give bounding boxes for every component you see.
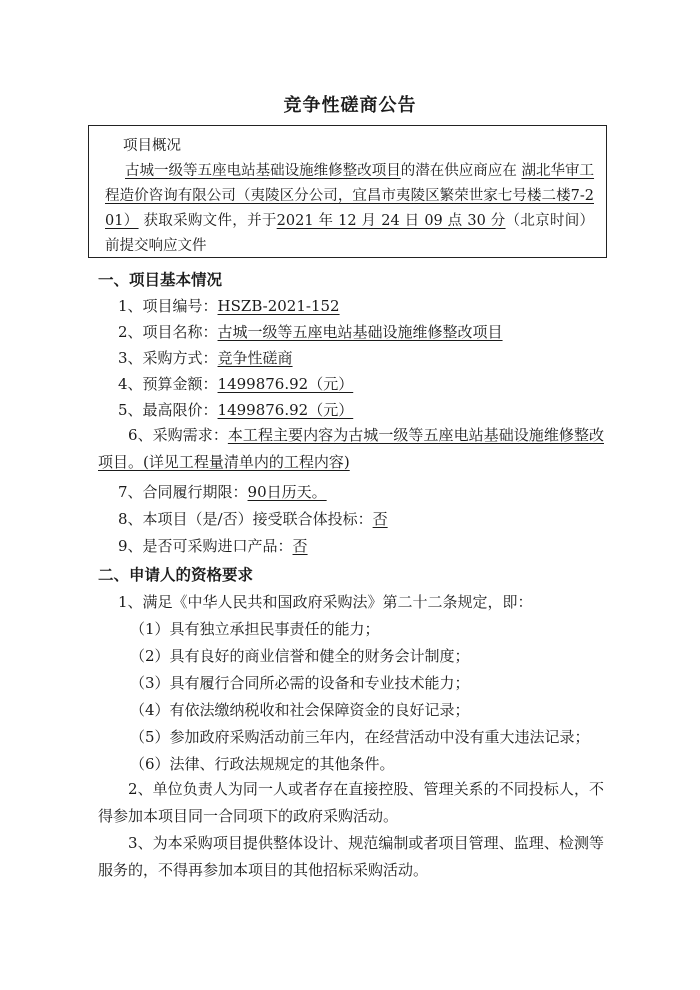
item-label: 6、采购需求： — [128, 426, 228, 444]
overview-box — [88, 125, 607, 258]
item-project-number — [118, 295, 340, 316]
requirement-sub-4: （4）有依法缴纳税收和社会保障资金的良好记录； — [130, 701, 470, 719]
page-title: 竞争性磋商公告 — [283, 95, 417, 116]
requirement-3: 3、为本采购项目提供整体设计、规范编制或者项目管理、监理、检测等服务的，不得再参加本项目的其他招标采购活动。 — [98, 834, 604, 879]
item-procurement-method — [118, 347, 293, 368]
item-label: 5、最高限价： — [118, 401, 218, 419]
item-value: 1499876.92（元） — [217, 401, 354, 419]
overview-text-1: 的潜在供应商应在 — [400, 163, 517, 179]
requirement-sub-2: （2）具有良好的商业信誉和健全的财务会计制度； — [130, 647, 470, 665]
item-requirements — [98, 422, 604, 476]
overview-project-name: 古城一级等五座电站基础设施维修整改项目 — [125, 163, 401, 179]
item-label: 4、预算金额： — [118, 375, 218, 393]
requirement-sub-6: （6）法律、行政法规规定的其他条件。 — [130, 755, 395, 773]
requirement-sub-1: （1）具有独立承担民事责任的能力； — [130, 620, 380, 638]
requirement-2: 2、单位负责人为同一人或者存在直接控股、管理关系的不同投标人，不得参加本项目同一合同项下的政府采购活动。 — [98, 780, 604, 825]
overview-heading: 项目概况 — [123, 138, 181, 154]
item-value: 否 — [292, 537, 308, 555]
item-label: 9、是否可采购进口产品： — [118, 537, 293, 555]
item-label: 8、本项目（是/否）接受联合体投标： — [118, 510, 373, 528]
item-label: 3、采购方式： — [118, 349, 218, 367]
item-value: 本工程主要内容为古城一级等五座电站基础设施维修整改项目。(详见工程量清单内的工程内容) — [98, 426, 604, 471]
item-label: 2、项目名称： — [118, 323, 218, 341]
item-value: 90日历天。 — [247, 483, 327, 501]
overview-text-2: 获取采购文件，并于 — [143, 213, 277, 229]
item-imported-products — [118, 535, 308, 556]
item-label: 7、合同履行期限： — [118, 483, 248, 501]
item-value: 古城一级等五座电站基础设施维修整改项目 — [217, 323, 503, 341]
item-value: HSZB-2021-152 — [217, 297, 340, 315]
overview-deadline: 2021 年 12 月 24 日 09 点 30 分 — [276, 213, 506, 229]
item-consortium — [118, 508, 388, 529]
item-budget — [118, 373, 353, 394]
section2-heading: 二、申请人的资格要求 — [98, 565, 254, 584]
overview-text-3: （北京时间）前提交响应文件 — [105, 213, 595, 254]
item-max-price — [118, 399, 353, 420]
requirement-sub-3: （3）具有履行合同所必需的设备和专业技术能力； — [130, 674, 470, 692]
overview-body — [105, 159, 594, 259]
overview-location: 湖北华审工程造价咨询有限公司（夷陵区分公司，宜昌市夷陵区繁荣世家七号楼二楼7-201） — [105, 163, 595, 229]
item-contract-period — [118, 481, 327, 502]
item-project-name — [118, 321, 503, 342]
item-value: 竞争性磋商 — [217, 349, 293, 367]
requirement-1: 1、满足《中华人民共和国政府采购法》第二十二条规定，即： — [118, 593, 533, 611]
item-label: 1、项目编号： — [118, 297, 218, 315]
section1-heading: 一、项目基本情况 — [98, 270, 223, 289]
requirement-sub-5: （5）参加政府采购活动前三年内，在经营活动中没有重大违法记录； — [130, 728, 590, 746]
item-value: 否 — [372, 510, 388, 528]
item-value: 1499876.92（元） — [217, 375, 354, 393]
